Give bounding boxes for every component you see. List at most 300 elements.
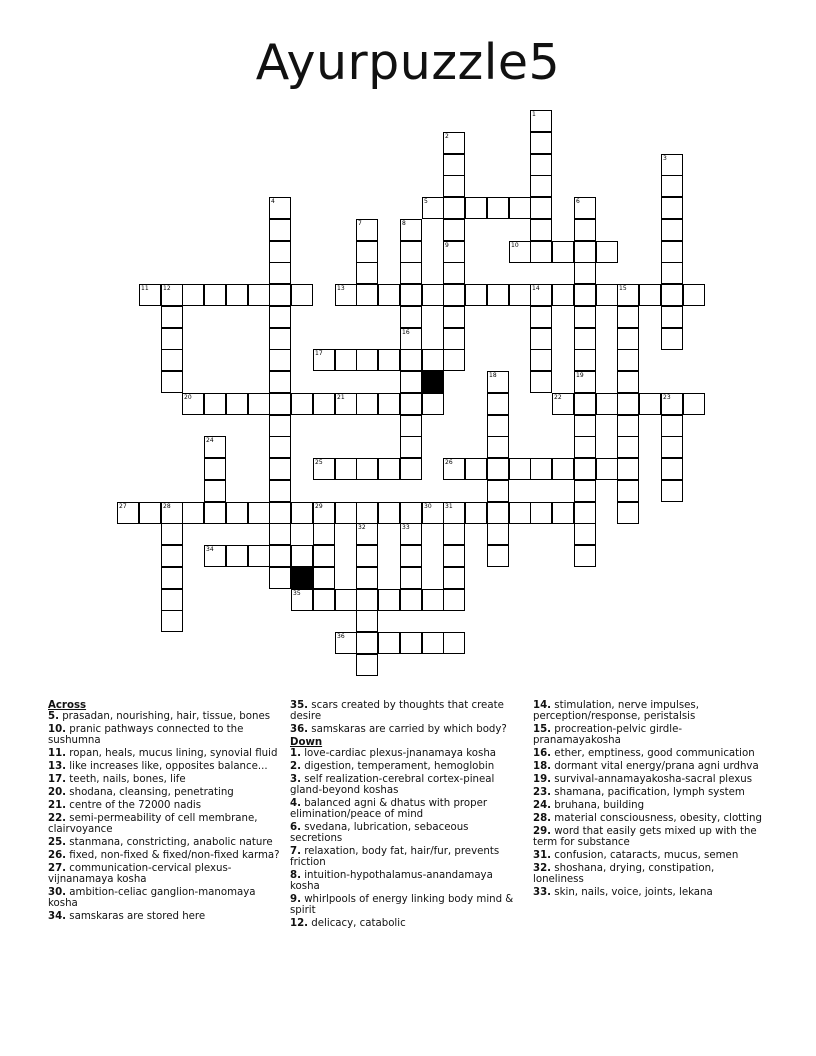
clue-number-label: 32. — [533, 863, 552, 874]
grid-cell[interactable] — [161, 610, 183, 632]
clue-number: 29 — [315, 503, 323, 510]
clue-item — [533, 774, 765, 785]
grid-cell[interactable] — [356, 458, 378, 480]
grid-cell[interactable] — [661, 284, 683, 306]
grid-cell[interactable] — [617, 393, 639, 415]
grid-cell[interactable] — [422, 349, 444, 371]
grid-cell[interactable] — [356, 393, 378, 415]
grid-cell[interactable] — [269, 480, 291, 502]
grid-cell[interactable] — [400, 545, 422, 567]
grid-cell[interactable] — [291, 502, 313, 524]
grid-cell[interactable] — [356, 502, 378, 524]
clue-number: 33 — [402, 524, 410, 531]
clue-item — [48, 863, 280, 885]
clue-number: 22 — [554, 394, 562, 401]
grid-cell[interactable] — [161, 523, 183, 545]
clue-text: love-cardiac plexus-jnanamaya kosha — [300, 748, 497, 759]
grid-cell[interactable] — [335, 502, 357, 524]
grid-cell[interactable] — [465, 502, 487, 524]
grid-cell[interactable] — [661, 262, 683, 284]
grid-cell[interactable] — [683, 284, 705, 306]
grid-cell[interactable] — [378, 632, 400, 654]
grid-cell[interactable] — [443, 328, 465, 350]
grid-cell[interactable] — [443, 284, 465, 306]
grid-cell[interactable] — [617, 502, 639, 524]
grid-cell[interactable] — [552, 241, 574, 263]
clue-text: stanmana, constricting, anabolic nature — [66, 837, 273, 848]
puzzle-title: Ayurpuzzle5 — [255, 34, 561, 91]
grid-cell[interactable] — [161, 545, 183, 567]
grid-cell[interactable] — [530, 349, 552, 371]
grid-cell[interactable] — [422, 393, 444, 415]
clue-number: 28 — [163, 503, 171, 510]
grid-cell[interactable] — [400, 632, 422, 654]
grid-cell[interactable] — [269, 241, 291, 263]
grid-cell[interactable] — [661, 458, 683, 480]
grid-cell[interactable] — [661, 306, 683, 328]
grid-cell[interactable] — [400, 458, 422, 480]
clue-item — [48, 724, 280, 746]
grid-cell[interactable] — [574, 284, 596, 306]
clue-number: 18 — [489, 372, 497, 379]
clue-text: ambition-celiac ganglion-manomaya kosha — [48, 887, 256, 909]
grid-cell[interactable] — [509, 197, 531, 219]
grid-cell[interactable] — [617, 458, 639, 480]
clue-number-label: 30. — [48, 887, 67, 898]
grid-cell[interactable] — [443, 523, 465, 545]
grid-cell[interactable] — [204, 502, 226, 524]
clue-number-label: 19. — [533, 774, 552, 785]
clue-number-label: 10. — [48, 724, 67, 735]
clue-item — [533, 787, 765, 798]
grid-cell[interactable] — [617, 415, 639, 437]
grid-cell[interactable] — [596, 241, 618, 263]
clue-item — [290, 700, 522, 722]
grid-cell[interactable] — [530, 154, 552, 176]
grid-cell[interactable] — [574, 415, 596, 437]
grid-cell[interactable] — [313, 523, 335, 545]
clue-number: 12 — [163, 285, 171, 292]
clue-item — [48, 787, 280, 798]
clue-number: 7 — [358, 220, 362, 227]
clue-number-label: 14. — [533, 700, 552, 711]
clue-item — [48, 837, 280, 848]
clue-text: whirlpools of energy linking body mind & spirit — [290, 894, 514, 916]
clue-number: 13 — [337, 285, 345, 292]
grid-cell[interactable] — [530, 219, 552, 241]
grid-cell[interactable] — [226, 284, 248, 306]
grid-cell[interactable] — [400, 371, 422, 393]
clue-number-label: 17. — [48, 774, 67, 785]
clue-number-label: 18. — [533, 761, 552, 772]
grid-cell[interactable] — [574, 436, 596, 458]
grid-cell[interactable] — [400, 436, 422, 458]
grid-cell[interactable] — [269, 393, 291, 415]
grid-cell[interactable] — [617, 480, 639, 502]
clue-number-label: 31. — [533, 850, 552, 861]
grid-cell[interactable] — [661, 175, 683, 197]
grid-cell[interactable] — [596, 393, 618, 415]
grid-cell[interactable] — [617, 306, 639, 328]
grid-cell[interactable] — [269, 219, 291, 241]
grid-cell[interactable] — [443, 262, 465, 284]
clue-number-label: 22. — [48, 813, 67, 824]
clue-number: 15 — [619, 285, 627, 292]
clue-number-label: 36. — [290, 724, 309, 735]
grid-cell[interactable] — [291, 284, 313, 306]
grid-cell[interactable] — [269, 306, 291, 328]
grid-cell[interactable] — [487, 523, 509, 545]
clue-text: semi-permeability of cell membrane, clairvoyance — [48, 813, 258, 835]
grid-cell[interactable] — [487, 458, 509, 480]
clue-text: communication-cervical plexus-vijnanamaya kosha — [48, 863, 232, 885]
clue-item — [533, 724, 765, 746]
clue-number-label: 24. — [533, 800, 552, 811]
grid-cell[interactable] — [443, 197, 465, 219]
grid-cell[interactable] — [269, 349, 291, 371]
clue-text: procreation-pelvic girdle-pranamayakosha — [533, 724, 683, 746]
clue-number: 4 — [271, 198, 275, 205]
grid-cell[interactable] — [356, 284, 378, 306]
grid-cell[interactable] — [617, 328, 639, 350]
grid-cell[interactable] — [574, 241, 596, 263]
grid-cell[interactable] — [204, 480, 226, 502]
grid-cell[interactable] — [487, 502, 509, 524]
grid-cell[interactable] — [356, 349, 378, 371]
grid-cell[interactable] — [226, 502, 248, 524]
clue-item — [48, 850, 280, 861]
clue-text: pranic pathways connected to the sushumna — [48, 724, 244, 746]
clue-number: 30 — [424, 503, 432, 510]
clue-item — [533, 826, 765, 848]
grid-cell[interactable] — [313, 567, 335, 589]
clue-text: word that easily gets mixed up with the term for substance — [533, 826, 757, 848]
grid-cell[interactable] — [661, 241, 683, 263]
grid-cell[interactable] — [443, 219, 465, 241]
grid-cell[interactable] — [269, 545, 291, 567]
clue-number: 19 — [576, 372, 584, 379]
clue-number: 16 — [402, 329, 410, 336]
clue-number: 9 — [445, 242, 449, 249]
grid-cell[interactable] — [509, 458, 531, 480]
grid-cell[interactable] — [378, 349, 400, 371]
grid-cell[interactable] — [574, 393, 596, 415]
grid-cell[interactable] — [400, 349, 422, 371]
grid-cell[interactable] — [465, 458, 487, 480]
grid-cell[interactable] — [356, 610, 378, 632]
grid-cell[interactable] — [465, 284, 487, 306]
grid-cell[interactable] — [161, 306, 183, 328]
grid-cell[interactable] — [182, 284, 204, 306]
grid-cell[interactable] — [161, 589, 183, 611]
clue-number: 32 — [358, 524, 366, 531]
grid-cell[interactable] — [530, 502, 552, 524]
grid-cell[interactable] — [248, 393, 270, 415]
grid-cell[interactable] — [530, 197, 552, 219]
clue-number: 8 — [402, 220, 406, 227]
clue-number-label: 33. — [533, 887, 552, 898]
grid-cell[interactable] — [509, 284, 531, 306]
grid-cell[interactable] — [400, 415, 422, 437]
grid-cell[interactable] — [400, 241, 422, 263]
grid-cell[interactable] — [269, 436, 291, 458]
clue-number-label: 7. — [290, 846, 301, 857]
grid-cell[interactable] — [356, 262, 378, 284]
grid-cell[interactable] — [617, 371, 639, 393]
clue-number: 36 — [337, 633, 345, 640]
clue-number-label: 2. — [290, 761, 301, 772]
grid-cell[interactable] — [400, 567, 422, 589]
grid-cell[interactable] — [161, 328, 183, 350]
grid-cell[interactable] — [487, 415, 509, 437]
grid-cell[interactable] — [487, 436, 509, 458]
grid-cell[interactable] — [400, 502, 422, 524]
grid-cell[interactable] — [487, 545, 509, 567]
clue-text: digestion, temperament, hemoglobin — [300, 761, 495, 772]
grid-cell[interactable] — [400, 284, 422, 306]
grid-cell[interactable] — [574, 545, 596, 567]
clue-number-label: 11. — [48, 748, 67, 759]
grid-cell[interactable] — [335, 458, 357, 480]
grid-cell[interactable] — [335, 349, 357, 371]
grid-cell[interactable] — [356, 589, 378, 611]
clue-number-label: 28. — [533, 813, 552, 824]
grid-cell[interactable] — [443, 175, 465, 197]
grid-cell[interactable] — [552, 284, 574, 306]
grid-cell[interactable] — [530, 132, 552, 154]
grid-cell[interactable] — [269, 284, 291, 306]
grid-cell[interactable] — [269, 458, 291, 480]
grid-cell[interactable] — [204, 393, 226, 415]
clue-number: 24 — [206, 437, 214, 444]
grid-cell[interactable] — [661, 197, 683, 219]
grid-cell[interactable] — [422, 632, 444, 654]
grid-cell[interactable] — [356, 545, 378, 567]
grid-cell[interactable] — [443, 306, 465, 328]
clue-number: 17 — [315, 350, 323, 357]
grid-cell[interactable] — [139, 502, 161, 524]
clue-item — [533, 800, 765, 811]
black-square — [422, 371, 444, 393]
clue-text: material consciousness, obesity, clotting — [551, 813, 762, 824]
grid-cell[interactable] — [487, 393, 509, 415]
grid-cell[interactable] — [487, 480, 509, 502]
grid-cell[interactable] — [574, 502, 596, 524]
clue-number: 27 — [119, 503, 127, 510]
grid-cell[interactable] — [226, 545, 248, 567]
grid-cell[interactable] — [269, 262, 291, 284]
grid-cell[interactable] — [248, 284, 270, 306]
grid-cell[interactable] — [269, 328, 291, 350]
clue-text: self realization-cerebral cortex-pineal gland-beyond koshas — [290, 774, 495, 796]
grid-cell[interactable] — [443, 154, 465, 176]
clue-text: samskaras are stored here — [66, 911, 206, 922]
clue-number-label: 25. — [48, 837, 67, 848]
grid-cell[interactable] — [574, 328, 596, 350]
grid-cell[interactable] — [161, 567, 183, 589]
grid-cell[interactable] — [683, 393, 705, 415]
grid-cell[interactable] — [269, 502, 291, 524]
clue-item — [48, 813, 280, 835]
clue-item — [48, 774, 280, 785]
grid-cell[interactable] — [639, 284, 661, 306]
grid-cell[interactable] — [530, 371, 552, 393]
grid-cell[interactable] — [530, 306, 552, 328]
grid-cell[interactable] — [269, 371, 291, 393]
grid-cell[interactable] — [248, 502, 270, 524]
grid-cell[interactable] — [204, 284, 226, 306]
grid-cell[interactable] — [291, 393, 313, 415]
clue-text: dormant vital energy/prana agni urdhva — [551, 761, 759, 772]
grid-cell[interactable] — [356, 567, 378, 589]
grid-cell[interactable] — [443, 567, 465, 589]
grid-cell[interactable] — [356, 241, 378, 263]
clue-number: 2 — [445, 133, 449, 140]
grid-cell[interactable] — [596, 458, 618, 480]
grid-cell[interactable] — [378, 284, 400, 306]
grid-cell[interactable] — [552, 502, 574, 524]
clue-number-label: 16. — [533, 748, 552, 759]
grid-cell[interactable] — [661, 480, 683, 502]
clue-item — [533, 761, 765, 772]
clue-number-label: 13. — [48, 761, 67, 772]
grid-cell[interactable] — [400, 589, 422, 611]
grid-cell[interactable] — [356, 632, 378, 654]
clue-number: 11 — [141, 285, 149, 292]
clue-item — [48, 911, 280, 922]
clue-item — [290, 774, 522, 796]
grid-cell[interactable] — [574, 262, 596, 284]
grid-cell[interactable] — [313, 545, 335, 567]
grid-cell[interactable] — [661, 219, 683, 241]
clue-number: 26 — [445, 459, 453, 466]
grid-cell[interactable] — [269, 415, 291, 437]
grid-cell[interactable] — [443, 545, 465, 567]
grid-cell[interactable] — [226, 393, 248, 415]
clue-text: shoshana, drying, constipation, loneliness — [533, 863, 715, 885]
clue-number-label: 12. — [290, 918, 309, 929]
grid-cell[interactable] — [400, 393, 422, 415]
clue-number-label: 23. — [533, 787, 552, 798]
grid-cell[interactable] — [617, 436, 639, 458]
clue-item — [290, 846, 522, 868]
grid-cell[interactable] — [182, 502, 204, 524]
grid-cell[interactable] — [509, 502, 531, 524]
clue-number: 25 — [315, 459, 323, 466]
grid-cell[interactable] — [356, 654, 378, 676]
grid-cell[interactable] — [400, 306, 422, 328]
grid-cell[interactable] — [161, 349, 183, 371]
clue-number-label: 1. — [290, 748, 301, 759]
clue-text: ropan, heals, mucus lining, synovial fluid — [66, 748, 278, 759]
clue-item — [290, 822, 522, 844]
clue-text: delicacy, catabolic — [308, 918, 406, 929]
grid-cell[interactable] — [378, 393, 400, 415]
clue-item — [48, 887, 280, 909]
clue-text: fixed, non-fixed & fixed/non-fixed karma? — [66, 850, 280, 861]
grid-cell[interactable] — [661, 328, 683, 350]
clue-number: 21 — [337, 394, 345, 401]
grid-cell[interactable] — [530, 175, 552, 197]
grid-cell[interactable] — [574, 458, 596, 480]
clue-text: stimulation, nerve impulses, perception/response, peristalsis — [533, 700, 699, 722]
clue-number: 34 — [206, 546, 214, 553]
clue-item — [48, 800, 280, 811]
grid-cell[interactable] — [596, 284, 618, 306]
clue-number-label: 29. — [533, 826, 552, 837]
clue-item — [48, 748, 280, 759]
across-heading: Across — [48, 700, 87, 711]
clue-item — [533, 813, 765, 824]
grid-cell[interactable] — [248, 545, 270, 567]
clue-number-label: 4. — [290, 798, 301, 809]
grid-cell[interactable] — [487, 197, 509, 219]
grid-cell[interactable] — [378, 502, 400, 524]
grid-cell[interactable] — [161, 371, 183, 393]
grid-cell[interactable] — [530, 241, 552, 263]
grid-cell[interactable] — [400, 262, 422, 284]
grid-cell[interactable] — [443, 589, 465, 611]
clue-text: centre of the 72000 nadis — [66, 800, 202, 811]
clue-text: teeth, nails, bones, life — [66, 774, 186, 785]
grid-cell[interactable] — [422, 284, 444, 306]
grid-cell[interactable] — [269, 523, 291, 545]
grid-cell[interactable] — [313, 393, 335, 415]
grid-cell[interactable] — [422, 589, 444, 611]
clue-item — [533, 887, 765, 898]
clue-text: samskaras are carried by which body? — [308, 724, 507, 735]
grid-cell[interactable] — [443, 632, 465, 654]
clue-number: 35 — [293, 590, 301, 597]
grid-cell[interactable] — [487, 284, 509, 306]
grid-cell[interactable] — [291, 545, 313, 567]
grid-cell[interactable] — [443, 349, 465, 371]
grid-cell[interactable] — [530, 458, 552, 480]
grid-cell[interactable] — [465, 197, 487, 219]
clue-text: shamana, pacification, lymph system — [551, 787, 745, 798]
clue-item — [48, 711, 280, 722]
clue-item — [48, 761, 280, 772]
grid-cell[interactable] — [661, 436, 683, 458]
clue-number-label: 9. — [290, 894, 301, 905]
grid-cell[interactable] — [269, 567, 291, 589]
grid-cell[interactable] — [574, 480, 596, 502]
clue-text: bruhana, building — [551, 800, 645, 811]
clue-number: 5 — [424, 198, 428, 205]
grid-cell[interactable] — [313, 589, 335, 611]
grid-cell[interactable] — [574, 523, 596, 545]
clue-number: 31 — [445, 503, 453, 510]
grid-cell[interactable] — [661, 415, 683, 437]
grid-cell[interactable] — [617, 349, 639, 371]
grid-cell[interactable] — [378, 458, 400, 480]
clue-text: shodana, cleansing, penetrating — [66, 787, 234, 798]
clue-number: 23 — [663, 394, 671, 401]
grid-cell[interactable] — [574, 219, 596, 241]
grid-cell[interactable] — [639, 393, 661, 415]
clue-number: 14 — [532, 285, 540, 292]
grid-cell[interactable] — [574, 306, 596, 328]
grid-cell[interactable] — [335, 589, 357, 611]
grid-cell[interactable] — [530, 328, 552, 350]
clue-text: ether, emptiness, good communication — [551, 748, 755, 759]
clue-number-label: 27. — [48, 863, 67, 874]
grid-cell[interactable] — [378, 589, 400, 611]
clue-item — [290, 870, 522, 892]
grid-cell[interactable] — [204, 458, 226, 480]
grid-cell[interactable] — [552, 458, 574, 480]
grid-cell[interactable] — [574, 349, 596, 371]
